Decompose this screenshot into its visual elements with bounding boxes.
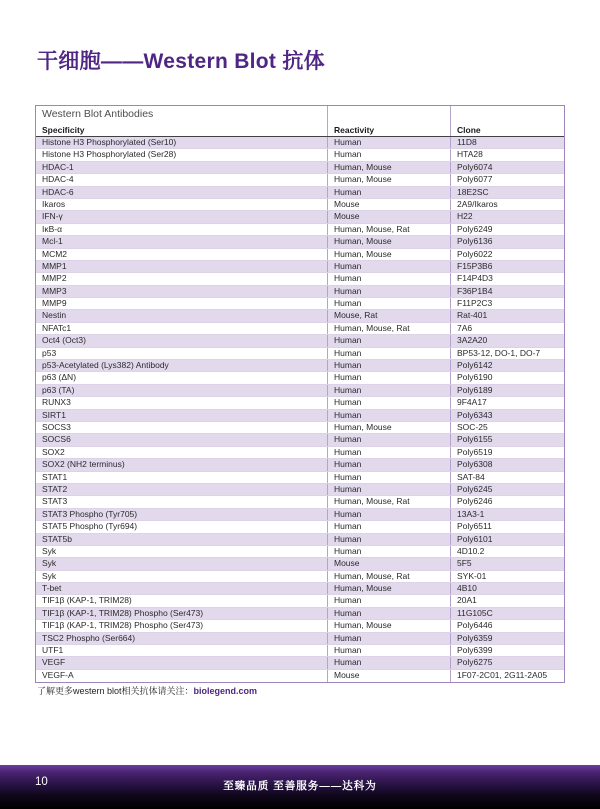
table-cell: Poly6511 bbox=[457, 521, 492, 532]
table-cell: Syk bbox=[36, 571, 328, 582]
table-row bbox=[36, 496, 564, 508]
table-row bbox=[36, 410, 564, 422]
table-cell: TSC2 Phospho (Ser664) bbox=[36, 633, 328, 644]
table-cell: MMP2 bbox=[36, 273, 328, 284]
table-cell: Poly6155 bbox=[457, 434, 493, 445]
table-row bbox=[36, 422, 564, 434]
table-cell: MMP1 bbox=[36, 261, 328, 272]
table-cell: SIRT1 bbox=[36, 410, 328, 421]
table-row bbox=[36, 434, 564, 446]
table-row bbox=[36, 521, 564, 533]
table-cell: 9F4A17 bbox=[457, 397, 487, 408]
table-row bbox=[36, 187, 564, 199]
table-cell: Human, Mouse bbox=[328, 620, 451, 631]
table-cell: Human, Mouse bbox=[328, 422, 451, 433]
table-cell: Human, Mouse bbox=[328, 249, 451, 260]
table-cell: Mouse bbox=[328, 199, 451, 210]
table-row bbox=[36, 286, 564, 298]
table-row bbox=[36, 633, 564, 645]
table-row bbox=[36, 571, 564, 583]
table-row bbox=[36, 211, 564, 223]
table-cell: Human bbox=[328, 657, 451, 668]
table-cell: 2A9/Ikaros bbox=[457, 198, 498, 209]
table-cell: Human bbox=[328, 385, 451, 396]
table-cell: 4D10.2 bbox=[457, 545, 485, 556]
table-row bbox=[36, 199, 564, 211]
table-cell: Human bbox=[328, 149, 451, 160]
table-row bbox=[36, 273, 564, 285]
table-cell: Human bbox=[328, 360, 451, 371]
table-cell: VEGF-A bbox=[36, 670, 328, 682]
table-cell: Human, Mouse bbox=[328, 174, 451, 185]
page-number: 10 bbox=[35, 776, 48, 788]
table-cell: Mouse, Rat bbox=[328, 310, 451, 321]
table-cell: Poly6446 bbox=[457, 620, 493, 631]
table-cell: Human bbox=[328, 298, 451, 309]
table-cell: 11D8 bbox=[457, 137, 477, 147]
table-cell: 1F07-2C01, 2G11-2A05 bbox=[457, 669, 548, 680]
table-cell: SOCS3 bbox=[36, 422, 328, 433]
table-cell: p63 (TA) bbox=[36, 385, 328, 396]
table-cell: TIF1β (KAP-1, TRIM28) bbox=[36, 595, 328, 606]
table-title: Western Blot Antibodies bbox=[36, 106, 328, 123]
footer-slogan: 至臻品质 至善服务——达科为 bbox=[223, 780, 377, 792]
table-cell: Human bbox=[328, 546, 451, 557]
table-cell: Mcl-1 bbox=[36, 236, 328, 247]
table-cell: STAT1 bbox=[36, 472, 328, 483]
table-row bbox=[36, 620, 564, 632]
footer-note bbox=[37, 684, 257, 697]
table-cell: Poly6399 bbox=[457, 645, 493, 656]
table-cell: 4B10 bbox=[457, 583, 477, 594]
table-cell: BP53-12, DO-1, DO-7 bbox=[457, 347, 541, 358]
table-cell: Human, Mouse, Rat bbox=[328, 571, 451, 582]
table-row bbox=[36, 249, 564, 261]
table-cell: Human, Mouse, Rat bbox=[328, 224, 451, 235]
table-cell: Human, Mouse bbox=[328, 236, 451, 247]
table-cell: Poly6249 bbox=[457, 223, 493, 234]
table-cell: Human bbox=[328, 509, 451, 520]
table-cell: Human bbox=[328, 459, 451, 470]
table-cell: Human, Mouse bbox=[328, 583, 451, 594]
table-cell: SOX2 (NH2 terminus) bbox=[36, 459, 328, 470]
table-cell: Human bbox=[328, 434, 451, 445]
table-cell: Human, Mouse bbox=[328, 162, 451, 173]
table-cell: HDAC-1 bbox=[36, 162, 328, 173]
table-cell: SOX2 bbox=[36, 447, 328, 458]
table-cell: HDAC-4 bbox=[36, 174, 328, 185]
table-cell: Human bbox=[328, 534, 451, 545]
table-cell: UTF1 bbox=[36, 645, 328, 656]
table-cell: 7A6 bbox=[457, 322, 473, 333]
table-cell: Mouse bbox=[328, 670, 451, 682]
table-cell: F14P4D3 bbox=[457, 273, 493, 284]
table-cell: 13A3-1 bbox=[457, 508, 485, 519]
table-cell: Human bbox=[328, 137, 451, 148]
table-cell: Nestin bbox=[36, 310, 328, 321]
table-cell: Poly6074 bbox=[457, 161, 493, 172]
table-cell: Syk bbox=[36, 558, 328, 569]
table-cell: Human, Mouse, Rat bbox=[328, 323, 451, 334]
column-header-clone: Clone bbox=[457, 125, 481, 135]
table-body bbox=[36, 137, 564, 682]
table-cell: Syk bbox=[36, 546, 328, 557]
table-cell: F15P3B6 bbox=[457, 260, 493, 271]
table-cell: Poly6275 bbox=[457, 657, 493, 668]
table-cell: Poly6136 bbox=[457, 236, 493, 247]
table-row bbox=[36, 484, 564, 496]
table-row bbox=[36, 534, 564, 546]
table-cell: Human bbox=[328, 286, 451, 297]
table-cell: Poly6245 bbox=[457, 483, 493, 494]
table-cell: Poly6101 bbox=[457, 533, 493, 544]
table-row bbox=[36, 583, 564, 595]
table-cell: 20A1 bbox=[457, 595, 477, 606]
table-header-row bbox=[36, 123, 564, 137]
table-cell: Human, Mouse, Rat bbox=[328, 496, 451, 507]
table-cell: Poly6077 bbox=[457, 174, 493, 185]
table-cell: Human bbox=[328, 397, 451, 408]
table-row bbox=[36, 261, 564, 273]
table-cell: SYK-01 bbox=[457, 570, 487, 581]
table-cell: MMP9 bbox=[36, 298, 328, 309]
table-cell: Rat-401 bbox=[457, 310, 488, 321]
table-cell: TIF1β (KAP-1, TRIM28) Phospho (Ser473) bbox=[36, 620, 328, 631]
table-cell: Mouse bbox=[328, 211, 451, 222]
table-cell: F11P2C3 bbox=[457, 298, 493, 309]
column-header-reactivity: Reactivity bbox=[328, 123, 451, 136]
table-row bbox=[36, 298, 564, 310]
table-row bbox=[36, 509, 564, 521]
column-header-specificity: Specificity bbox=[36, 123, 328, 136]
table-row bbox=[36, 558, 564, 570]
antibody-table bbox=[35, 105, 565, 683]
table-cell: SOC-25 bbox=[457, 421, 488, 432]
table-row bbox=[36, 670, 564, 682]
table-cell: RUNX3 bbox=[36, 397, 328, 408]
table-cell: MMP3 bbox=[36, 286, 328, 297]
table-cell: SAT-84 bbox=[457, 471, 485, 482]
table-row bbox=[36, 310, 564, 322]
table-row bbox=[36, 645, 564, 657]
table-row bbox=[36, 546, 564, 558]
table-cell: Poly6142 bbox=[457, 360, 493, 371]
table-row bbox=[36, 595, 564, 607]
table-cell: Poly6190 bbox=[457, 372, 493, 383]
table-row bbox=[36, 459, 564, 471]
table-cell: Poly6308 bbox=[457, 459, 493, 470]
table-cell: HDAC-6 bbox=[36, 187, 328, 198]
table-cell: SOCS6 bbox=[36, 434, 328, 445]
table-title-spacer bbox=[328, 106, 451, 123]
footer-bar bbox=[0, 765, 600, 809]
biolegend-link[interactable]: biolegend.com bbox=[193, 686, 258, 696]
table-cell: IκB-α bbox=[36, 224, 328, 235]
table-cell: p53-Acetylated (Lys382) Antibody bbox=[36, 360, 328, 371]
table-cell: Human bbox=[328, 472, 451, 483]
table-cell: 5F5 bbox=[457, 558, 472, 569]
table-cell: Human bbox=[328, 608, 451, 619]
table-cell: F36P1B4 bbox=[457, 285, 493, 296]
table-cell: Poly6022 bbox=[457, 248, 493, 259]
table-cell: Mouse bbox=[328, 558, 451, 569]
table-cell: VEGF bbox=[36, 657, 328, 668]
table-cell: HTA28 bbox=[457, 149, 483, 160]
table-cell: Human bbox=[328, 335, 451, 346]
table-row bbox=[36, 657, 564, 669]
table-row bbox=[36, 385, 564, 397]
table-cell: IFN-γ bbox=[36, 211, 328, 222]
table-cell: Human bbox=[328, 410, 451, 421]
table-cell: MCM2 bbox=[36, 249, 328, 260]
table-title-row bbox=[36, 106, 564, 123]
table-row bbox=[36, 348, 564, 360]
table-cell: p63 (ΔN) bbox=[36, 372, 328, 383]
table-cell: 18E2SC bbox=[457, 186, 489, 197]
table-cell: Poly6519 bbox=[457, 446, 493, 457]
table-row bbox=[36, 335, 564, 347]
table-cell: Human bbox=[328, 521, 451, 532]
table-row bbox=[36, 137, 564, 149]
table-cell: STAT5b bbox=[36, 534, 328, 545]
table-cell: TIF1β (KAP-1, TRIM28) Phospho (Ser473) bbox=[36, 608, 328, 619]
table-cell: Human bbox=[328, 261, 451, 272]
table-row bbox=[36, 360, 564, 372]
table-cell: Histone H3 Phosphorylated (Ser28) bbox=[36, 149, 328, 160]
table-row bbox=[36, 323, 564, 335]
table-cell: Human bbox=[328, 273, 451, 284]
table-title-spacer bbox=[451, 106, 564, 123]
table-cell: STAT3 Phospho (Tyr705) bbox=[36, 509, 328, 520]
table-cell: Human bbox=[328, 372, 451, 383]
table-cell: Human bbox=[328, 595, 451, 606]
table-row bbox=[36, 224, 564, 236]
table-cell: H22 bbox=[457, 211, 473, 222]
table-row bbox=[36, 472, 564, 484]
table-cell: Ikaros bbox=[36, 199, 328, 210]
table-cell: p53 bbox=[36, 348, 328, 359]
table-cell: Histone H3 Phosphorylated (Ser10) bbox=[36, 137, 328, 148]
table-row bbox=[36, 372, 564, 384]
table-cell: Human bbox=[328, 348, 451, 359]
table-cell: Human bbox=[328, 187, 451, 198]
table-cell: Human bbox=[328, 633, 451, 644]
table-row bbox=[36, 447, 564, 459]
table-cell: NFATc1 bbox=[36, 323, 328, 334]
table-cell: Poly6246 bbox=[457, 496, 493, 507]
table-cell: T-bet bbox=[36, 583, 328, 594]
table-cell: Human bbox=[328, 447, 451, 458]
table-row bbox=[36, 236, 564, 248]
table-row bbox=[36, 149, 564, 161]
table-cell: Poly6359 bbox=[457, 632, 493, 643]
note-text: 了解更多western blot相关抗体请关注： bbox=[37, 686, 194, 696]
table-row bbox=[36, 174, 564, 186]
table-cell: Human bbox=[328, 484, 451, 495]
table-cell: 3A2A20 bbox=[457, 335, 488, 346]
table-cell: Poly6189 bbox=[457, 384, 493, 395]
table-cell: STAT5 Phospho (Tyr694) bbox=[36, 521, 328, 532]
page-title: 干细胞——Western Blot 抗体 bbox=[37, 50, 325, 73]
table-cell: STAT2 bbox=[36, 484, 328, 495]
table-cell: STAT3 bbox=[36, 496, 328, 507]
table-row bbox=[36, 162, 564, 174]
table-cell: 11G105C bbox=[457, 607, 493, 618]
table-cell: Poly6343 bbox=[457, 409, 493, 420]
table-cell: Oct4 (Oct3) bbox=[36, 335, 328, 346]
table-row bbox=[36, 397, 564, 409]
table-row bbox=[36, 608, 564, 620]
table-cell: Human bbox=[328, 645, 451, 656]
